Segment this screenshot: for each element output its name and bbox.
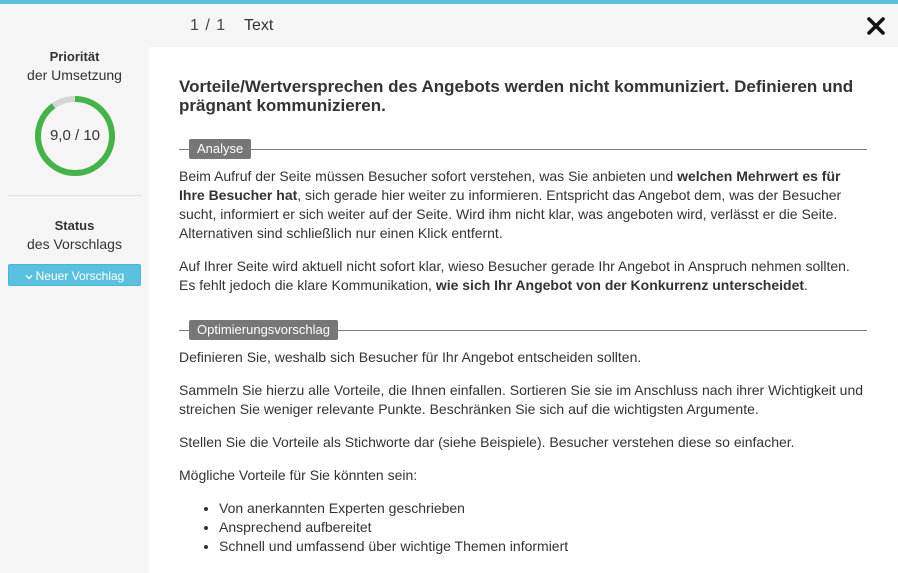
priority-value: 9,0 / 10 bbox=[49, 127, 101, 144]
list-item: • Schnell und umfassend über wichtige Themen informiert bbox=[219, 537, 867, 556]
status-section bbox=[0, 218, 149, 252]
analysis-p2-bold: wie sich Ihr Angebot von der Konkurrenz unterscheidet bbox=[435, 277, 805, 293]
optimization-paragraph-3: Stellen Sie die Vorteile als Stichworte dar (siehe Beispiele). Besucher verstehen diese so einfacher. bbox=[179, 434, 795, 450]
benefits-list bbox=[179, 499, 867, 556]
close-x-icon[interactable] bbox=[864, 14, 888, 38]
analysis-p1-text-c: , sich gerade hier weiter zu informieren. Entspricht das Angebot dem, was der Besucher sucht, informiert er sich weiter auf der Seite. Wird ihm nicht klar, was angeboten wird, verlässt er die Seite. Alternativen sind schließlich nur einen Klick entfernt. bbox=[179, 187, 842, 241]
analysis-p1-text-a: Beim Aufruf der Seite müssen Besucher sofort verstehen, was Sie anbieten und bbox=[179, 168, 678, 184]
analysis-p2-text-c: . bbox=[804, 277, 808, 293]
sidebar-divider bbox=[8, 195, 141, 196]
chevron-down-icon bbox=[25, 273, 33, 281]
status-sublabel: des Vorschlags bbox=[27, 236, 122, 252]
status-button-label: Neuer Vorschlag bbox=[35, 269, 125, 283]
suggestion-title: Vorteile/Wertversprechen des Angebots werden nicht kommuniziert. Definieren und prägnant kommunizieren. bbox=[179, 77, 854, 115]
analysis-paragraph-2 bbox=[179, 257, 867, 295]
pager: 1 / 1 bbox=[190, 17, 227, 34]
optimization-tag: Optimierungsvorschlag bbox=[189, 320, 338, 340]
optimization-paragraph-4: Mögliche Vorteile für Sie könnten sein: bbox=[179, 467, 418, 483]
optimization-header bbox=[179, 320, 867, 340]
sidebar bbox=[0, 47, 149, 573]
header-title: Text bbox=[244, 17, 274, 34]
priority-label: Priorität bbox=[49, 49, 100, 64]
modal-header bbox=[0, 4, 898, 47]
priority-section bbox=[0, 49, 149, 83]
optimization-paragraph-1: Definieren Sie, weshalb sich Besucher für Ihr Angebot entscheiden sollten. bbox=[179, 349, 642, 365]
analysis-p1-bold: welchen Mehrwert es für Ihre Besucher hat bbox=[179, 168, 841, 203]
analysis-paragraph-1 bbox=[179, 167, 867, 243]
analysis-p2-text-a: Auf Ihrer Seite wird aktuell nicht sofort klar, wieso Besucher gerade Ihr Angebot in Anspruch nehmen sollten. Es fehlt jedoch die klare Kommunikation, bbox=[179, 258, 850, 293]
suggestion-body bbox=[179, 77, 867, 556]
analysis-tag: Analyse bbox=[189, 139, 251, 159]
list-item: • Von anerkannten Experten geschrieben bbox=[219, 499, 867, 518]
analysis-divider bbox=[179, 149, 867, 150]
list-item: • Ansprechend aufbereitet bbox=[219, 518, 867, 537]
analysis-header bbox=[179, 139, 867, 159]
status-dropdown-button[interactable] bbox=[8, 264, 141, 286]
status-label: Status bbox=[54, 218, 95, 233]
optimization-paragraph-2: Sammeln Sie hierzu alle Vorteile, die Ihnen einfallen. Sortieren Sie sie im Anschluss nach ihrer Wichtigkeit und streichen Sie weniger relevante Punkte. Beschränken Sie sich auf die wichtigsten Argumente. bbox=[179, 382, 864, 417]
main-content bbox=[149, 47, 898, 573]
priority-sublabel: der Umsetzung bbox=[27, 67, 122, 83]
